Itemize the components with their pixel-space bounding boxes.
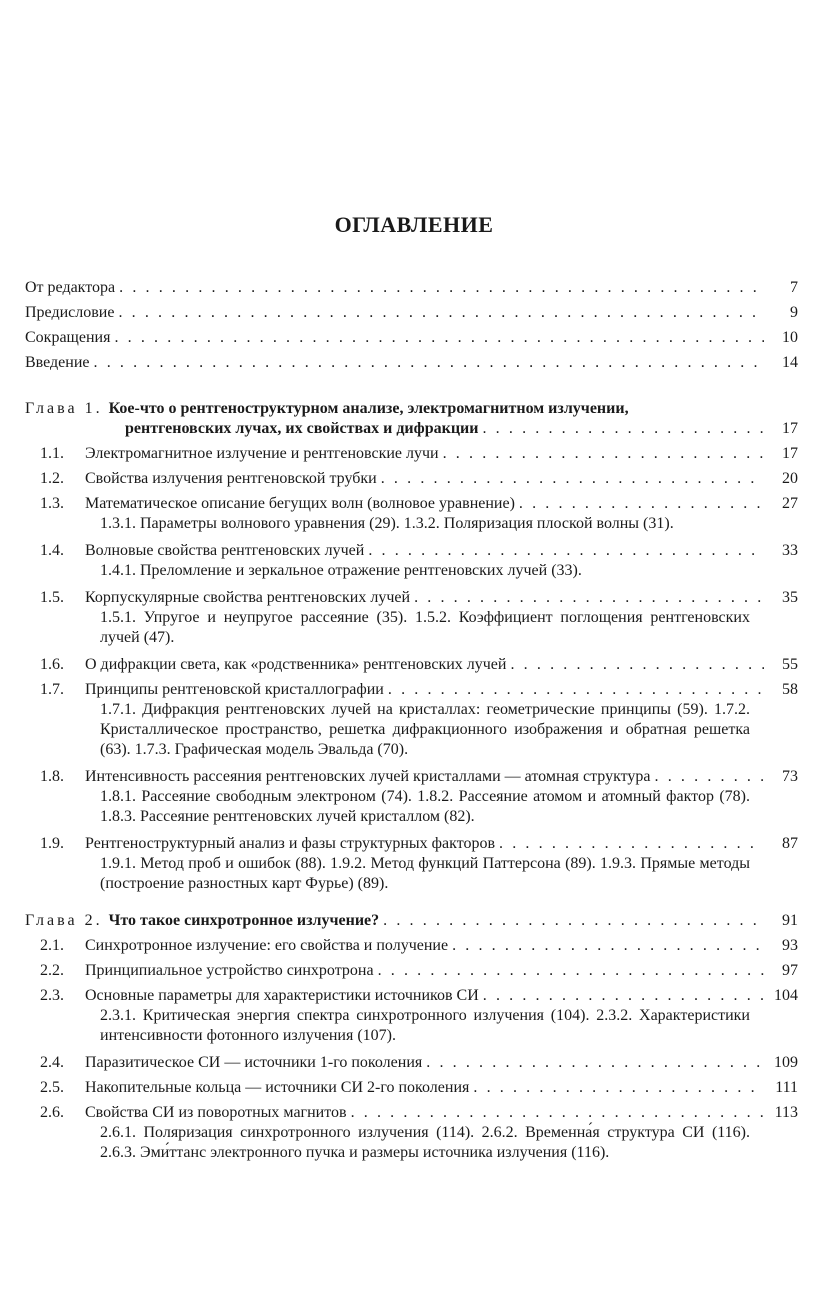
page-number: 93	[782, 937, 798, 954]
front-matter	[25, 275, 798, 375]
section-title: Интенсивность рассеяния рентгеновских лучей кристаллами — атомная структура	[85, 768, 651, 785]
toc-entry[interactable]	[25, 538, 798, 563]
entry-label: Предисловие	[25, 304, 115, 321]
toc-entry[interactable]	[25, 933, 798, 958]
dot-leader	[114, 325, 764, 350]
subsection-list: 1.8.1. Рассеяние свободным электроном (74). 1.8.2. Рассеяние атомом и атомный фактор (78). 1.8.3. Рассеяние рентгеновских лучей кристаллом (82).	[100, 788, 750, 825]
page-number: 104	[774, 987, 798, 1004]
section-entry	[25, 466, 798, 491]
chapters	[25, 399, 798, 1163]
dot-leader	[351, 1100, 764, 1125]
chapter-title-cont: рентгеновских лучах, их свойствах и дифракции	[125, 420, 479, 437]
dot-leader	[388, 677, 764, 702]
section-entry	[25, 1100, 798, 1163]
subsection-list: 1.3.1. Параметры волнового уравнения (29). 1.3.2. Поляризация плоской волны (31).	[100, 515, 674, 532]
dot-leader	[426, 1050, 764, 1075]
section-number: 2.6.	[40, 1104, 64, 1121]
toc-entry[interactable]	[25, 350, 798, 375]
section-number: 1.9.	[40, 835, 64, 852]
dot-leader	[443, 441, 764, 466]
section-title: Корпускулярные свойства рентгеновских лучей	[85, 589, 411, 606]
dot-leader	[383, 908, 764, 933]
toc-entry[interactable]	[25, 983, 798, 1008]
section-entry	[25, 1050, 798, 1075]
entry-label: От редактора	[25, 279, 116, 296]
section-entry	[25, 652, 798, 677]
dot-leader	[378, 958, 764, 983]
subsection-list: 1.5.1. Упругое и неупругое рассеяние (35). 1.5.2. Коэффициент поглощения рентгеновских лучей (47).	[100, 609, 750, 646]
page-number: 111	[775, 1079, 798, 1096]
page-number: 27	[782, 495, 798, 512]
table-of-contents	[25, 275, 798, 1167]
section-number: 2.4.	[40, 1054, 64, 1071]
section-entry	[25, 831, 798, 894]
section-number: 1.4.	[40, 542, 64, 559]
page-number: 14	[782, 354, 798, 371]
subsection-list: 2.3.1. Критическая энергия спектра синхротронного излучения (104). 2.3.2. Характеристики интенсивности фотонного излучения (107).	[100, 1007, 750, 1044]
section-entry	[25, 441, 798, 466]
section-title: Волновые свойства рентгеновских лучей	[85, 542, 365, 559]
dot-leader	[519, 491, 764, 516]
entry-label	[40, 538, 364, 563]
toc-entry[interactable]	[25, 652, 798, 677]
entry-label: Введение	[25, 354, 90, 371]
dot-leader	[483, 983, 764, 1008]
dot-leader	[119, 275, 764, 300]
chapter-heading-cont[interactable]	[25, 419, 798, 441]
section-title: Основные параметры для характеристики источников СИ	[85, 987, 479, 1004]
section-number: 1.7.	[40, 681, 64, 698]
entry-label	[40, 491, 515, 516]
page-title: ОГЛАВЛЕНИЕ	[334, 212, 494, 237]
entry-label	[40, 677, 384, 702]
entry-label	[40, 652, 506, 677]
page-number: 97	[782, 962, 798, 979]
chapter-title: Кое-что о рентгеноструктурном анализе, электромагнитном излучении,	[108, 400, 629, 417]
section-number: 1.8.	[40, 768, 64, 785]
toc-entry[interactable]	[25, 491, 798, 516]
subsection-list: 1.7.1. Дифракция рентгеновских лучей на кристаллах: геометрические принципы (59). 1.7.2. Кристаллическое пространство, решетка дифракционного изображения и обратная решетка (63). 1.7.3. Графическая модель Эвальда (70).	[100, 701, 750, 758]
page-number: 73	[782, 768, 798, 785]
section-entry	[25, 1075, 798, 1100]
chapter-prefix: Глава 2.	[25, 912, 103, 929]
page-number: 55	[782, 656, 798, 673]
section-title: О дифракции света, как «родственника» рентгеновских лучей	[85, 656, 507, 673]
page-number: 91	[782, 912, 798, 929]
entry-label	[40, 441, 439, 466]
toc-entry[interactable]	[25, 300, 798, 325]
section-entry	[25, 933, 798, 958]
entry-label	[40, 1050, 422, 1075]
page-number: 17	[782, 445, 798, 462]
entry-label	[40, 958, 374, 983]
page-number: 87	[782, 835, 798, 852]
toc-entry[interactable]	[25, 831, 798, 856]
section-number: 2.2.	[40, 962, 64, 979]
section-number: 2.5.	[40, 1079, 64, 1096]
entry-label	[40, 933, 448, 958]
page-number: 113	[774, 1104, 798, 1121]
section-title: Синхротронное излучение: его свойства и получение	[85, 937, 449, 954]
page-number: 58	[782, 681, 798, 698]
dot-leader	[499, 831, 764, 856]
section-entry	[25, 983, 798, 1046]
toc-entry[interactable]	[25, 958, 798, 983]
section-number: 2.3.	[40, 987, 64, 1004]
dot-leader	[368, 538, 764, 563]
toc-entry[interactable]	[25, 275, 798, 300]
subsection-list: 2.6.1. Поляризация синхротронного излучения (114). 2.6.2. Временна́я структура СИ (116). 2.6.3. Эми́ттанс электронного пучка и размеры источника излучения (116).	[100, 1124, 750, 1161]
toc-entry[interactable]	[25, 677, 798, 702]
toc-entry[interactable]	[25, 1100, 798, 1125]
dot-leader	[510, 652, 764, 677]
chapter-prefix: Глава 1.	[25, 400, 103, 417]
chapter-heading[interactable]	[25, 399, 798, 419]
toc-entry[interactable]	[25, 585, 798, 610]
page-number: 17	[782, 420, 798, 437]
section-title: Накопительные кольца — источники СИ 2-го поколения	[85, 1079, 470, 1096]
section-number: 1.1.	[40, 445, 64, 462]
section-number: 1.2.	[40, 470, 64, 487]
entry-label	[40, 1100, 347, 1125]
section-title: Рентгеноструктурный анализ и фазы структурных факторов	[85, 835, 496, 852]
toc-entry[interactable]	[25, 764, 798, 789]
entry-label	[40, 585, 410, 610]
page-number: 10	[782, 329, 798, 346]
section-number: 1.3.	[40, 495, 64, 512]
page-number: 109	[774, 1054, 798, 1071]
entry-label	[40, 831, 495, 856]
chapter-2	[25, 908, 798, 1163]
dot-leader	[655, 764, 764, 789]
section-entry	[25, 764, 798, 827]
chapter-heading[interactable]	[25, 908, 798, 933]
subsection-list: 1.4.1. Преломление и зеркальное отражение рентгеновских лучей (33).	[100, 562, 582, 579]
chapter-title: Что такое синхротронное излучение?	[108, 912, 380, 929]
section-number: 1.6.	[40, 656, 64, 673]
section-number: 2.1.	[40, 937, 64, 954]
dot-leader	[381, 466, 764, 491]
dot-leader	[473, 1075, 764, 1100]
toc-entry[interactable]	[25, 1075, 798, 1100]
section-title: Свойства СИ из поворотных магнитов	[85, 1104, 347, 1121]
section-entry	[25, 538, 798, 581]
section-entry	[25, 958, 798, 983]
dot-leader	[414, 585, 764, 610]
chapter-1	[25, 399, 798, 894]
section-number: 1.5.	[40, 589, 64, 606]
entry-label	[40, 1075, 469, 1100]
section-entry	[25, 585, 798, 648]
toc-entry[interactable]	[25, 325, 798, 350]
toc-entry[interactable]	[25, 441, 798, 466]
toc-entry[interactable]	[25, 1050, 798, 1075]
entry-label	[40, 983, 479, 1008]
page-number: 20	[782, 470, 798, 487]
dot-leader	[452, 933, 764, 958]
section-title: Электромагнитное излучение и рентгеновские лучи	[85, 445, 439, 462]
subsection-list: 1.9.1. Метод проб и ошибок (88). 1.9.2. Метод функций Паттерсона (89). 1.9.3. Прямые методы (построение разностных карт Фурье) (89).	[100, 855, 750, 892]
section-entry	[25, 677, 798, 760]
entry-label	[40, 466, 377, 491]
entry-label	[40, 764, 651, 789]
page-number: 9	[790, 304, 798, 321]
section-title: Математическое описание бегущих волн (волновое уравнение)	[85, 495, 515, 512]
entry-label: Сокращения	[25, 329, 111, 346]
section-entry	[25, 491, 798, 534]
section-title: Принципы рентгеновской кристаллографии	[85, 681, 384, 698]
toc-entry[interactable]	[25, 466, 798, 491]
page-number: 35	[782, 589, 798, 606]
dot-leader	[94, 350, 765, 375]
dot-leader	[118, 300, 764, 325]
page-number: 7	[790, 279, 798, 296]
section-title: Принципиальное устройство синхротрона	[85, 962, 374, 979]
page-number: 33	[782, 542, 798, 559]
section-title: Паразитическое СИ — источники 1-го поколения	[85, 1054, 423, 1071]
section-title: Свойства излучения рентгеновской трубки	[85, 470, 377, 487]
